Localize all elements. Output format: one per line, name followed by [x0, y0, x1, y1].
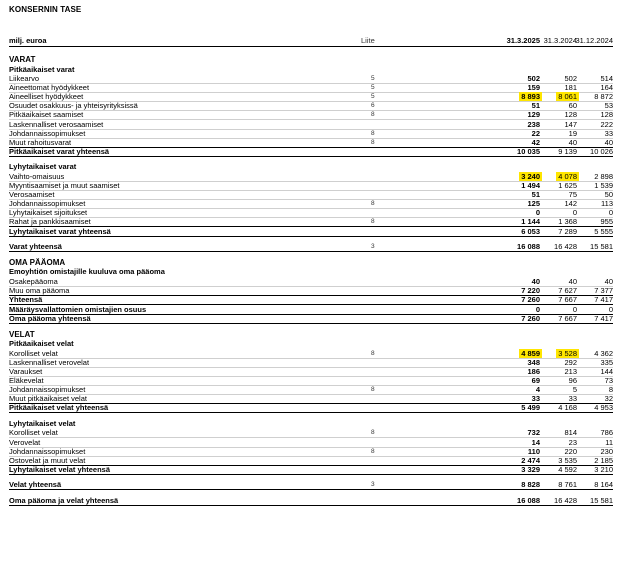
value-prior: 1 368 [558, 217, 577, 227]
column-header-year-end: 31.12.2024 [575, 36, 613, 45]
value-prior: 16 428 [554, 496, 577, 505]
value-current: 51 [531, 190, 540, 200]
row-label: Pitkäaikaiset velat [9, 339, 74, 349]
table-header [9, 35, 613, 47]
value-current: 0 [535, 208, 540, 218]
value-year-end: 144 [600, 366, 613, 376]
subsection-heading [9, 419, 613, 428]
row-note: 3 [371, 243, 375, 251]
value-current: 51 [531, 101, 540, 111]
value-prior: 8 761 [558, 480, 577, 490]
row-note: 8 [371, 138, 375, 146]
value-year-end: 73 [604, 376, 613, 385]
value-prior: 23 [568, 437, 577, 447]
row-label: Verosaamiset [9, 190, 55, 200]
row-note: 8 [371, 218, 375, 226]
value-current: 7 260 [521, 294, 540, 304]
total-row [9, 480, 613, 490]
row-note: 8 [371, 200, 375, 208]
value-current: 5 499 [521, 403, 540, 413]
row-label: Johdannaissopimukset [9, 199, 86, 209]
total-row [9, 496, 613, 506]
row-note: 8 [371, 129, 375, 137]
row-label: Velat yhteensä [9, 480, 62, 490]
row-label: Lyhytaikaiset varat [9, 162, 77, 172]
value-year-end: 0 [608, 208, 613, 218]
row-label: Lyhytaikaiset varat yhteensä [9, 226, 111, 236]
value-year-end: 222 [600, 119, 613, 129]
row-note: 5 [371, 75, 375, 82]
value-prior: 7 667 [558, 294, 577, 304]
value-prior: 4 078 [558, 171, 577, 181]
subsection-heading [9, 267, 613, 276]
note-header: Liite [361, 36, 375, 45]
value-current: 8 828 [521, 480, 540, 490]
value-year-end: 10 026 [590, 146, 613, 156]
value-year-end: 15 581 [590, 242, 613, 252]
row-label: Osuudet osakkuus- ja yhteisyrityksissä [9, 101, 138, 111]
value-current: 7 220 [521, 285, 540, 295]
value-year-end: 3 210 [594, 464, 613, 474]
row-note: 8 [371, 111, 375, 119]
value-current: 3 240 [521, 171, 540, 181]
value-current: 110 [527, 446, 540, 456]
value-prior: 0 [572, 304, 577, 314]
value-current: 2 474 [521, 455, 540, 465]
subsection-heading [9, 339, 613, 348]
total-row [9, 147, 613, 157]
value-prior: 181 [564, 83, 577, 93]
value-prior: 40 [568, 276, 577, 286]
value-year-end: 33 [604, 128, 613, 138]
row-label: Lyhytaikaiset sijoitukset [9, 208, 88, 218]
row-label: VELAT [9, 329, 35, 339]
value-year-end: 11 [605, 437, 613, 447]
value-prior: 3 535 [558, 455, 577, 465]
row-label: Laskennalliset verosaamiset [9, 119, 104, 129]
row-label: Myyntisaamiset ja muut saamiset [9, 181, 120, 190]
row-label: Oma pääoma ja velat yhteensä [9, 496, 119, 505]
value-year-end: 7 417 [594, 314, 613, 324]
value-year-end: 4 953 [594, 403, 613, 413]
row-label: Ostovelat ja muut velat [9, 455, 86, 465]
value-year-end: 955 [600, 217, 613, 227]
row-label: OMA PÄÄOMA [9, 257, 66, 267]
page-title: KONSERNIN TASE [9, 5, 82, 14]
value-year-end: 8 872 [594, 92, 613, 102]
row-label: Liikearvo [9, 74, 40, 83]
value-year-end: 5 555 [594, 226, 613, 236]
value-current: 6 053 [521, 226, 540, 236]
value-prior: 19 [568, 128, 577, 138]
column-header-current: 31.3.2025 [506, 36, 540, 45]
value-current: 22 [531, 128, 540, 138]
section-heading [9, 55, 613, 64]
row-label: Aineelliset hyödykkeet [9, 92, 84, 102]
value-current: 42 [531, 137, 540, 147]
value-current: 16 088 [517, 242, 540, 252]
value-prior: 9 139 [558, 146, 577, 156]
row-label: Pitkäaikaiset velat yhteensä [9, 403, 109, 413]
total-row [9, 242, 613, 252]
value-current: 4 [535, 385, 540, 395]
value-current: 4 859 [521, 348, 540, 358]
value-current: 1 144 [521, 217, 540, 227]
row-note: 3 [371, 481, 375, 489]
row-label: Määräysvallattomien omistajien osuus [9, 304, 147, 314]
value-year-end: 7 377 [594, 285, 613, 295]
value-year-end: 2 185 [594, 455, 613, 465]
value-year-end: 230 [600, 446, 613, 456]
value-prior: 4 168 [558, 403, 577, 413]
row-label: Osakepääoma [9, 276, 58, 286]
value-year-end: 8 164 [594, 480, 613, 490]
row-label: Laskennalliset verovelat [9, 357, 90, 367]
value-year-end: 164 [600, 83, 613, 93]
value-prior: 1 625 [558, 181, 577, 190]
row-label: Yhteensä [9, 294, 43, 304]
value-year-end: 40 [604, 137, 613, 147]
row-label: Lyhytaikaiset velat [9, 418, 76, 428]
row-note: 8 [371, 349, 375, 357]
value-prior: 147 [564, 119, 577, 129]
row-note: 5 [371, 93, 375, 101]
unit-header: milj. euroa [9, 36, 47, 45]
row-label: Johdannaissopimukset [9, 446, 86, 456]
value-current: 8 893 [521, 92, 540, 102]
column-header-prior: 31.3.2024 [543, 36, 577, 45]
value-current: 732 [527, 428, 540, 438]
row-label: Pitkäaikaiset varat [9, 64, 75, 74]
total-row [9, 295, 613, 305]
value-year-end: 50 [604, 190, 613, 200]
row-label: Eläkevelat [9, 376, 44, 385]
row-label: Johdannaissopimukset [9, 128, 86, 138]
value-prior: 0 [572, 208, 577, 218]
row-note: 6 [371, 102, 375, 110]
value-year-end: 40 [604, 276, 613, 286]
value-prior: 7 627 [558, 285, 577, 295]
value-current: 0 [535, 304, 540, 314]
row-label: Muut rahoitusvarat [9, 137, 72, 147]
row-label: Vaihto-omaisuus [9, 171, 65, 181]
row-label: Oma pääoma yhteensä [9, 314, 91, 324]
value-prior: 292 [564, 357, 577, 367]
value-current: 3 329 [521, 464, 540, 474]
row-label: Pitkäaikaiset saamiset [9, 110, 84, 120]
total-row [9, 305, 613, 315]
section-heading [9, 258, 613, 267]
value-current: 159 [527, 83, 540, 93]
value-current: 238 [527, 119, 540, 129]
row-label: VARAT [9, 55, 36, 64]
value-year-end: 4 362 [594, 348, 613, 358]
value-current: 40 [531, 276, 540, 286]
value-prior: 128 [564, 110, 577, 120]
section-heading [9, 330, 613, 339]
row-label: Emoyhtiön omistajille kuuluva oma pääoma [9, 267, 165, 277]
value-prior: 40 [568, 137, 577, 147]
value-prior: 60 [568, 101, 577, 111]
value-current: 10 035 [517, 146, 540, 156]
value-prior: 4 592 [558, 464, 577, 474]
row-label: Verovelat [9, 437, 41, 447]
value-prior: 7 289 [558, 226, 577, 236]
value-current: 129 [527, 110, 540, 120]
value-current: 125 [527, 199, 540, 209]
value-prior: 33 [568, 394, 577, 404]
value-year-end: 335 [600, 357, 613, 367]
value-current: 33 [531, 394, 540, 404]
value-current: 186 [527, 366, 540, 376]
value-prior: 220 [564, 446, 577, 456]
value-current: 502 [527, 74, 540, 83]
value-year-end: 8 [608, 385, 613, 395]
value-prior: 142 [564, 199, 577, 209]
value-prior: 8 061 [558, 92, 577, 102]
value-current: 16 088 [517, 496, 540, 505]
row-label: Varat yhteensä [9, 242, 62, 252]
row-label: Pitkäaikaiset varat yhteensä [9, 146, 110, 156]
value-year-end: 0 [608, 304, 613, 314]
value-year-end: 32 [604, 394, 613, 404]
value-current: 14 [531, 437, 540, 447]
value-current: 69 [531, 376, 540, 385]
value-prior: 213 [564, 366, 577, 376]
value-prior: 5 [572, 385, 577, 395]
total-row [9, 465, 613, 475]
value-year-end: 514 [600, 74, 613, 83]
row-label: Rahat ja pankkisaamiset [9, 217, 91, 227]
row-note: 8 [371, 386, 375, 394]
row-label: Lyhytaikaiset velat yhteensä [9, 464, 111, 474]
value-year-end: 15 581 [590, 496, 613, 505]
value-prior: 96 [568, 376, 577, 385]
row-label: Korolliset velat [9, 348, 58, 358]
value-prior: 814 [564, 428, 577, 438]
row-label: Korolliset velat [9, 428, 58, 438]
value-prior: 7 667 [558, 314, 577, 324]
total-row [9, 314, 613, 324]
subsection-heading [9, 65, 613, 74]
row-label: Muu oma pääoma [9, 285, 70, 295]
value-year-end: 53 [604, 101, 613, 111]
value-prior: 3 528 [558, 348, 577, 358]
row-label: Muut pitkäaikaiset velat [9, 394, 87, 404]
value-current: 1 494 [521, 181, 540, 190]
row-note: 5 [371, 84, 375, 92]
value-year-end: 786 [600, 428, 613, 438]
value-prior: 502 [564, 74, 577, 83]
value-current: 348 [527, 357, 540, 367]
value-year-end: 2 898 [594, 171, 613, 181]
total-row [9, 403, 613, 413]
value-year-end: 1 539 [594, 181, 613, 190]
value-year-end: 7 417 [594, 294, 613, 304]
row-note: 8 [371, 447, 375, 455]
value-year-end: 128 [600, 110, 613, 120]
subsection-heading [9, 162, 613, 171]
value-prior: 75 [568, 190, 577, 200]
value-current: 7 260 [521, 314, 540, 324]
row-label: Johdannaissopimukset [9, 385, 86, 395]
total-row [9, 227, 613, 237]
row-label: Varaukset [9, 366, 43, 376]
value-year-end: 113 [601, 199, 613, 209]
value-prior: 16 428 [554, 242, 577, 252]
row-note: 8 [371, 429, 375, 437]
row-label: Aineettomat hyödykkeet [9, 83, 90, 93]
